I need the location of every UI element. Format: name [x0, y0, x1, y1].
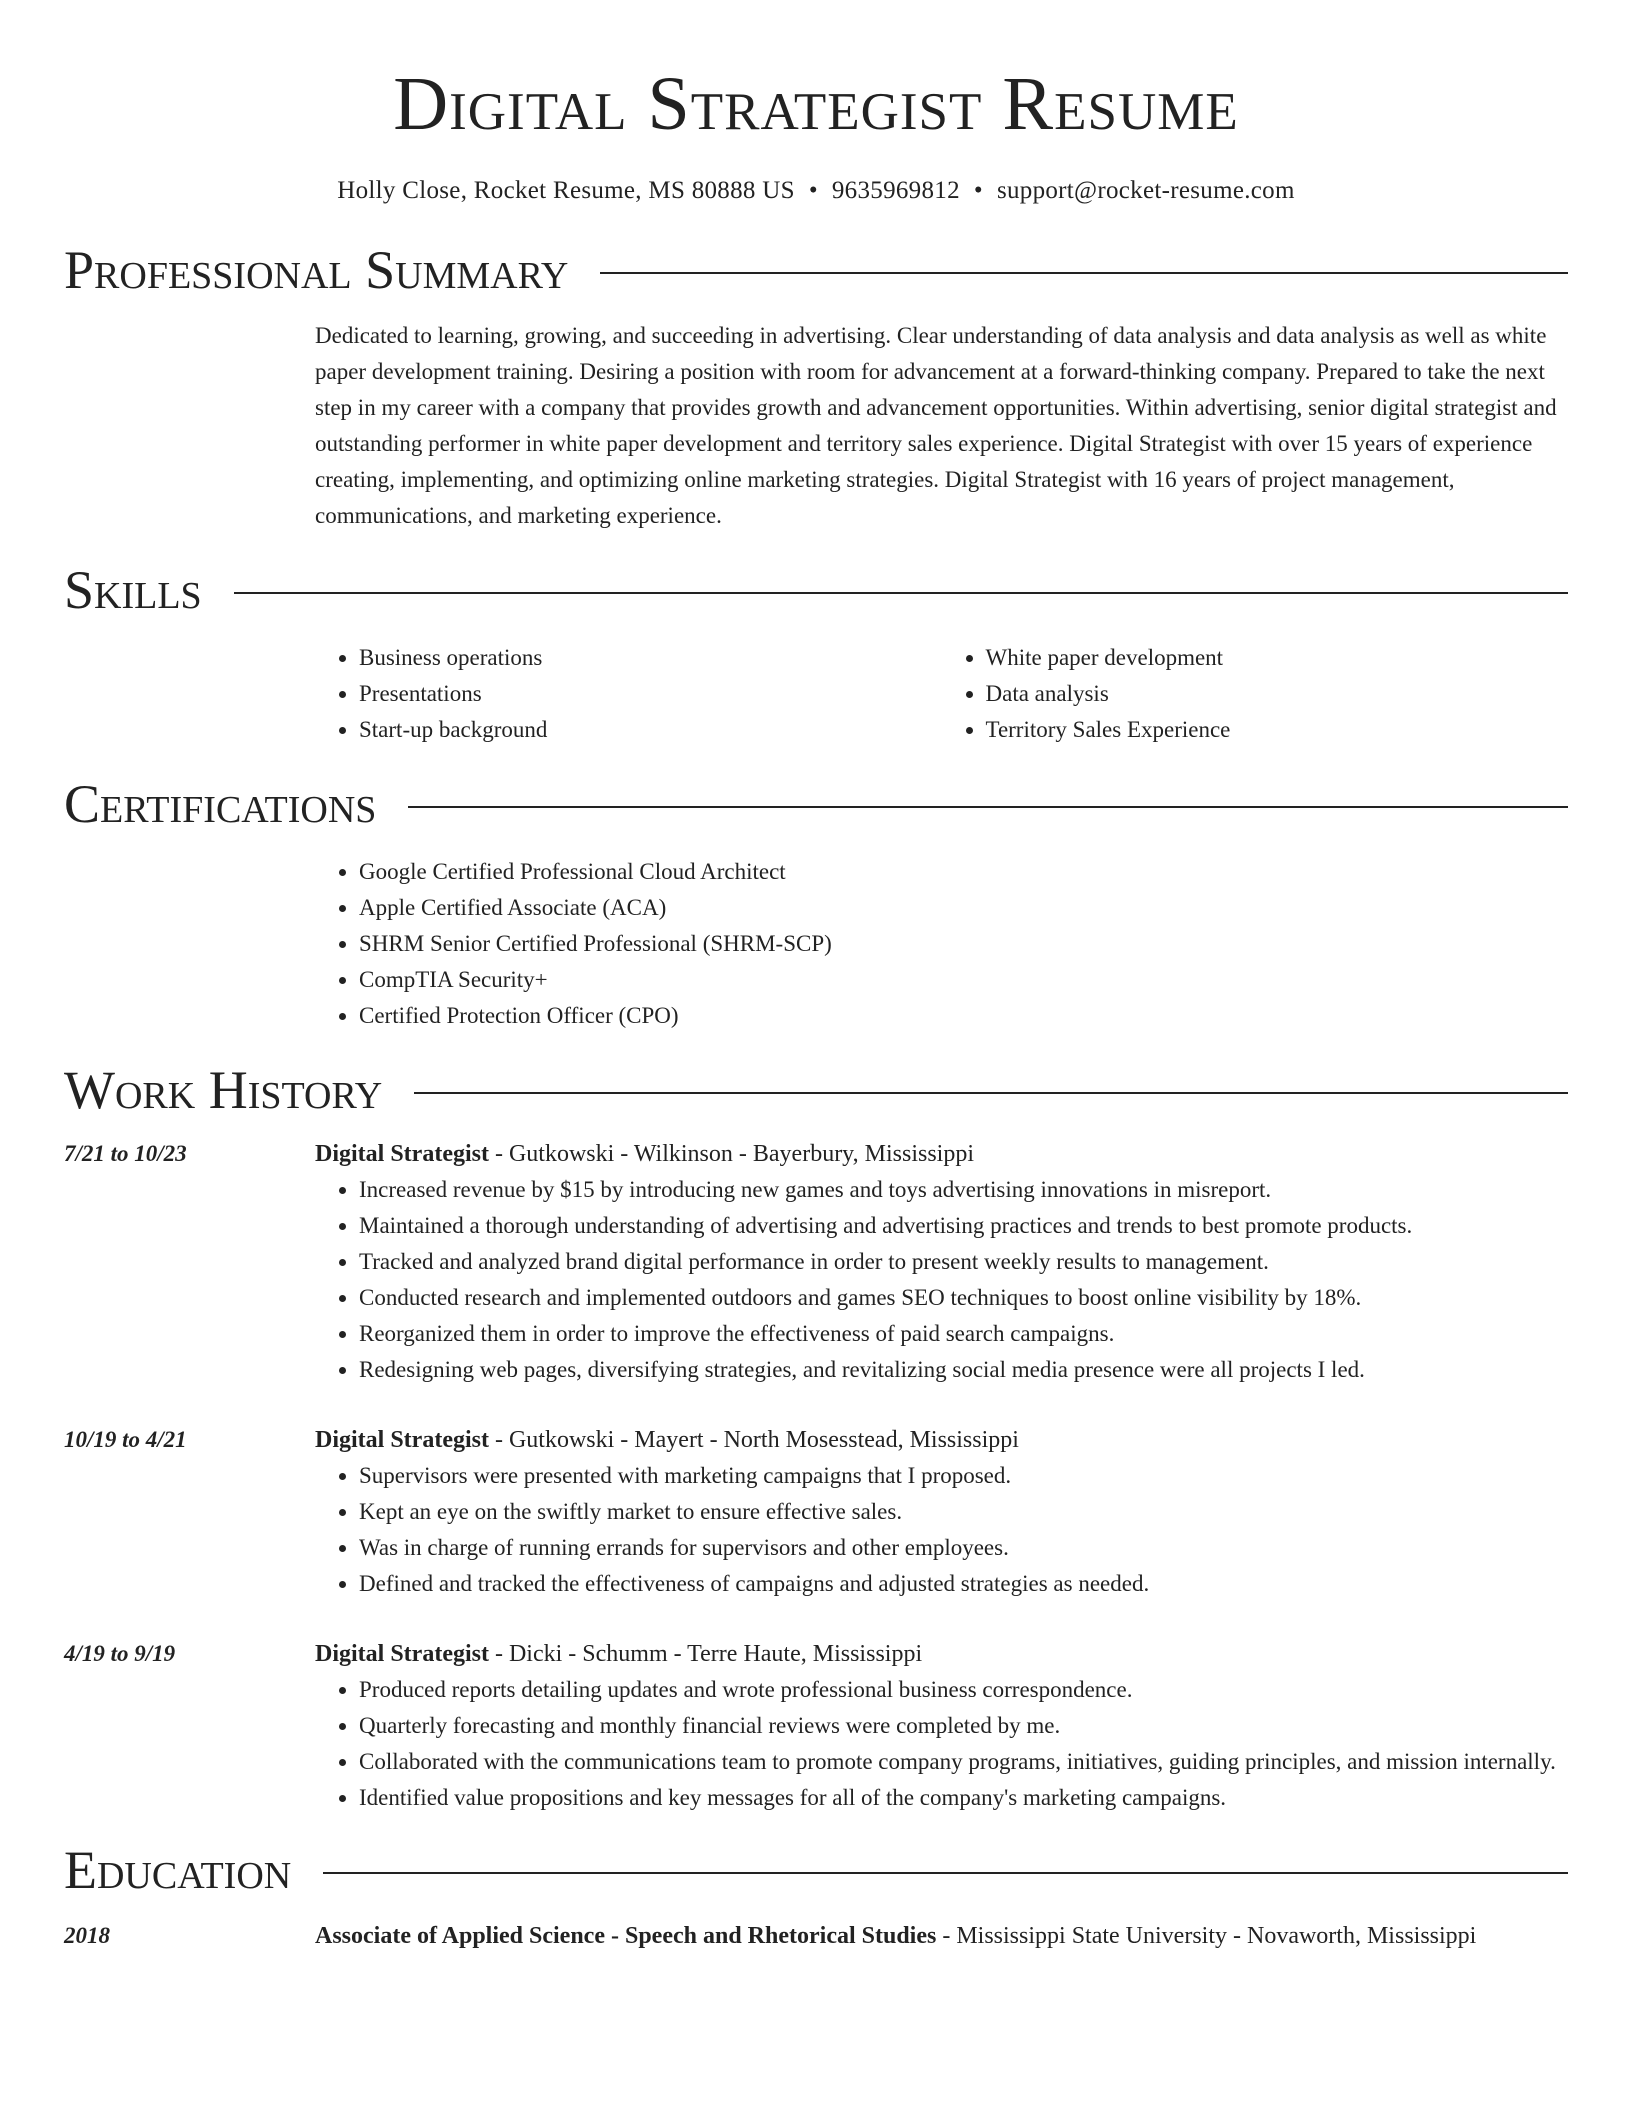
job-bullet: • Increased revenue by $15 by introducing new games and toys advertising innovations in misreport.: [359, 1172, 1568, 1208]
certification-item: • Google Certified Professional Cloud Architect: [359, 854, 1568, 890]
job-bullet: • Produced reports detailing updates and wrote professional business correspondence.: [359, 1672, 1568, 1708]
work-history-section-heading: [64, 1060, 1568, 1120]
resume-page: [64, 0, 1568, 1954]
summary-section-heading: [64, 240, 1568, 300]
job-bullets: [315, 1672, 1568, 1816]
job-employer: - Gutkowski - Wilkinson - Bayerbury, Mississippi: [488, 1141, 974, 1167]
job-employer: - Gutkowski - Mayert - North Mosesstead, Mississippi: [488, 1427, 1019, 1453]
contact-email: support@rocket-resume.com: [996, 177, 1295, 204]
job-bullet: • Quarterly forecasting and monthly financial reviews were completed by me.: [359, 1708, 1568, 1744]
education-heading-label: Education: [64, 1840, 292, 1900]
job-entry: [64, 1636, 1568, 1816]
job-dates: 7/21 to 10/23: [64, 1141, 187, 1166]
skill-item: • Territory Sales Experience: [986, 712, 1569, 748]
certification-item: • SHRM Senior Certified Professional (SHRM-SCP): [359, 926, 1568, 962]
job-bullet: • Tracked and analyzed brand digital performance in order to present weekly results to management.: [359, 1244, 1568, 1280]
contact-address: Holly Close, Rocket Resume, MS 80888 US: [337, 177, 795, 204]
job-employer: - Dicki - Schumm - Terre Haute, Mississippi: [488, 1641, 923, 1667]
job-bullet: • Identified value propositions and key messages for all of the company's marketing campaigns.: [359, 1780, 1568, 1816]
certification-item: • CompTIA Security+: [359, 962, 1568, 998]
skill-item: • Data analysis: [986, 676, 1569, 712]
skills-grid: [315, 640, 1568, 748]
skill-item: • White paper development: [986, 640, 1569, 676]
job-bullet: • Kept an eye on the swiftly market to ensure effective sales.: [359, 1494, 1568, 1530]
education-year: 2018: [64, 1923, 110, 1948]
job-bullet: • Reorganized them in order to improve the effectiveness of paid search campaigns.: [359, 1316, 1568, 1352]
work-history-heading-label: Work History: [64, 1060, 383, 1120]
certification-item: • Certified Protection Officer (CPO): [359, 998, 1568, 1034]
heading-rule: [600, 272, 1568, 274]
job-bullets: [315, 1172, 1568, 1388]
job-bullet: • Supervisors were presented with marketing campaigns that I proposed.: [359, 1458, 1568, 1494]
job-role: Digital Strategist: [315, 1641, 489, 1667]
education-school: - Mississippi State University - Novaworth, Mississippi: [936, 1923, 1477, 1949]
education-header: [315, 1918, 1568, 1954]
job-entry: [64, 1136, 1568, 1388]
summary-heading-label: Professional Summary: [64, 240, 569, 300]
job-dates: 4/19 to 9/19: [64, 1641, 176, 1666]
job-header: [315, 1422, 1568, 1458]
job-role: Digital Strategist: [315, 1141, 489, 1167]
job-bullets: [315, 1458, 1568, 1602]
certifications-section-heading: [64, 774, 1568, 834]
education-degree: Associate of Applied Science - Speech and Rhetorical Studies: [315, 1923, 937, 1949]
skills-heading-label: Skills: [64, 560, 202, 620]
job-bullet: • Maintained a thorough understanding of advertising and advertising practices and trends to best promote products.: [359, 1208, 1568, 1244]
heading-rule: [408, 806, 1568, 808]
job-bullet: • Was in charge of running errands for supervisors and other employees.: [359, 1530, 1568, 1566]
certification-item: • Apple Certified Associate (ACA): [359, 890, 1568, 926]
summary-text: Dedicated to learning, growing, and succeeding in advertising. Clear understanding of data analysis and data analysis as well as white paper development training. Desiring a position with room for advancement at a forward-thinking company. Prepared to take the next step in my career with a company that provides growth and advancement opportunities. Within advertising, senior digital strategist and outstanding performer in white paper development and territory sales experience. Digital Strategist with over 15 years of experience creating, implementing, and optimizing online marketing strategies. Digital Strategist with 16 years of project management, communications, and marketing experience.: [315, 323, 1557, 528]
job-header: [315, 1636, 1568, 1672]
skill-item: • Start-up background: [359, 712, 942, 748]
job-bullet: • Collaborated with the communications team to promote company programs, initiatives, guiding principles, and mission internally.: [359, 1744, 1568, 1780]
resume-title: Digital Strategist Resume: [393, 62, 1239, 146]
heading-rule: [323, 1872, 1568, 1874]
skills-column-left: [315, 640, 942, 748]
skills-section-heading: [64, 560, 1568, 620]
certifications-heading-label: Certifications: [64, 774, 377, 834]
job-header: [315, 1136, 1568, 1172]
job-bullet: • Defined and tracked the effectiveness of campaigns and adjusted strategies as needed.: [359, 1566, 1568, 1602]
contact-separator: •: [808, 177, 818, 204]
skill-item: • Business operations: [359, 640, 942, 676]
job-dates: 10/19 to 4/21: [64, 1427, 187, 1452]
job-role: Digital Strategist: [315, 1427, 489, 1453]
education-entry: [64, 1918, 1568, 1954]
contact-phone: 9635969812: [831, 177, 960, 204]
skill-item: • Presentations: [359, 676, 942, 712]
heading-rule: [234, 592, 1568, 594]
job-bullet: • Conducted research and implemented outdoors and games SEO techniques to boost online visibility by 18%.: [359, 1280, 1568, 1316]
contact-line: [64, 174, 1568, 208]
contact-separator: •: [973, 177, 983, 204]
job-entry: [64, 1422, 1568, 1602]
skills-column-right: [942, 640, 1569, 748]
job-bullet: • Redesigning web pages, diversifying strategies, and revitalizing social media presence were all projects I led.: [359, 1352, 1568, 1388]
education-section-heading: [64, 1840, 1568, 1900]
heading-rule: [414, 1092, 1568, 1094]
certifications-list: [315, 854, 1568, 1034]
